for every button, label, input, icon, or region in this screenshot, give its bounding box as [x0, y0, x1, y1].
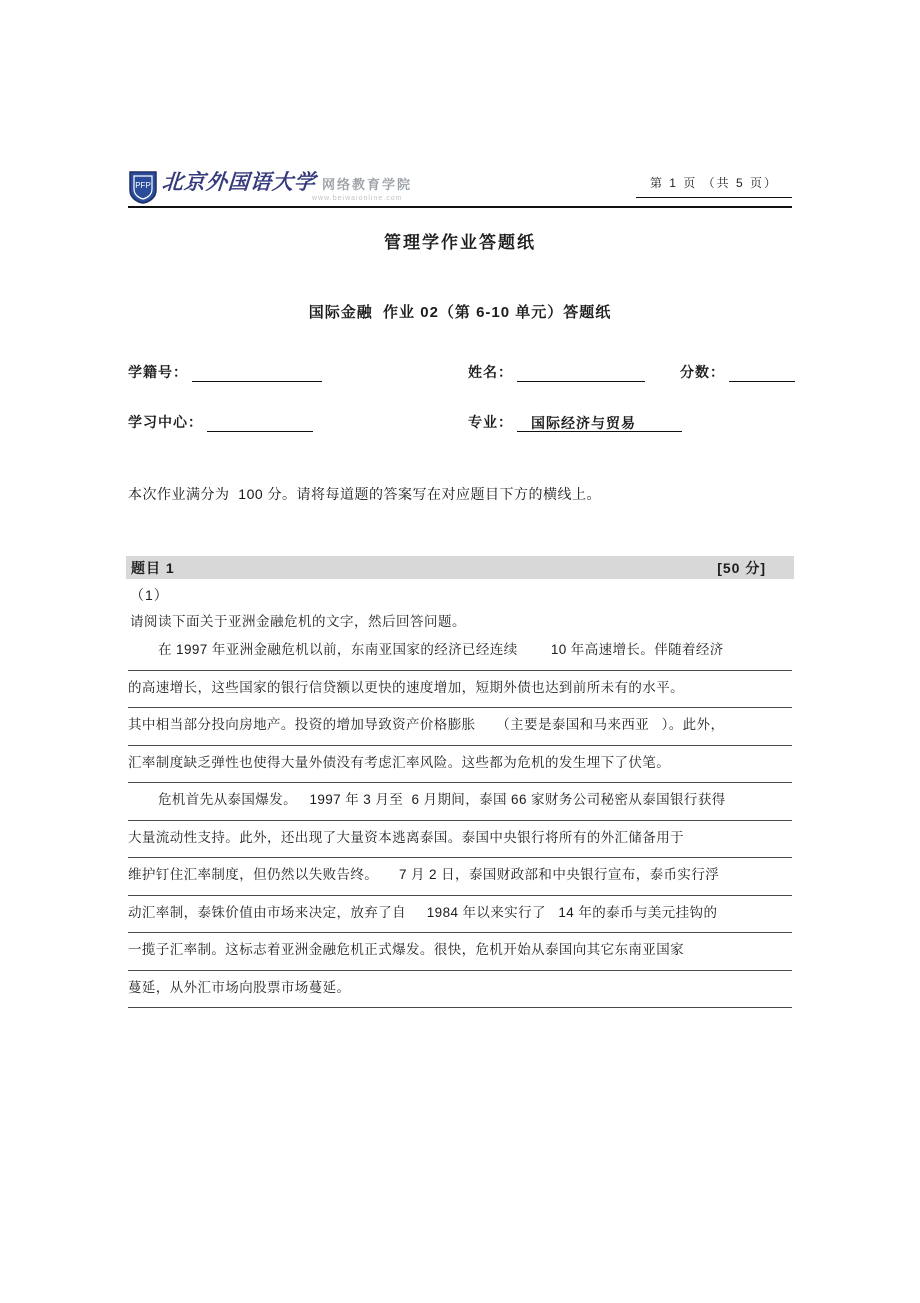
college-name: 网络教育学院 [322, 177, 413, 192]
passage-line: 大量流动性支持。此外，还出现了大量资本逃离泰国。泰国中央银行将所有的外汇储备用于 [128, 821, 792, 859]
passage-line: 在 1997 年亚洲金融危机以前，东南亚国家的经济已经连续 10 年高速增长。伴随着经济 [128, 633, 792, 671]
major-label: 专业： [468, 414, 513, 430]
passage-line: 危机首先从泰国爆发。 1997 年 3 月至 6 月期间，泰国 66 家财务公司秘密从泰国银行获得 [128, 783, 792, 821]
form-row-1 [128, 362, 792, 384]
passage-line: 动汇率制，泰铢价值由市场来决定，放弃了自 1984 年以来实行了 14 年的泰币与美元挂钩的 [128, 896, 792, 934]
passage-line: 蔓延，从外汇市场向股票市场蔓延。 [128, 971, 792, 1009]
question-header-bar [126, 556, 794, 579]
question-number: 题目 1 [131, 559, 175, 576]
form-row-2 [128, 412, 792, 434]
study-center-blank-line [207, 415, 313, 432]
university-name: 北京外国语大学 [161, 170, 317, 194]
passage-line: 汇率制度缺乏弹性也使得大量外债没有考虑汇率风险。这些都为危机的发生埋下了伏笔。 [128, 746, 792, 784]
score-blank-line [729, 365, 795, 382]
university-logo [128, 170, 412, 204]
score-label: 分数： [680, 364, 725, 380]
passage-line: 维护钉住汇率制度，但仍然以失败告终。 7 月 2 日，泰国财政部和中央银行宣布，泰币实行浮 [128, 858, 792, 896]
question-points: [50 分] [717, 559, 766, 576]
study-center-label: 学习中心： [128, 414, 203, 430]
passage-line: 的高速增长，这些国家的银行信贷额以更快的速度增加，短期外债也达到前所未有的水平。 [128, 671, 792, 709]
page-header [128, 170, 792, 208]
student-id-blank-line [192, 365, 322, 382]
logo-url-text: www.beiwaionline.com [312, 195, 403, 202]
university-emblem-icon [128, 170, 158, 204]
name-blank-line [517, 365, 645, 382]
student-id-label: 学籍号： [128, 364, 188, 380]
document-subtitle: 国际金融 作业 02（第 6-10 单元）答题纸 [308, 304, 612, 321]
passage-line: 其中相当部分投向房地产。投资的增加导致资产价格膨胀 （主要是泰国和马来西亚 ）。此外， [128, 708, 792, 746]
passage-line: 一揽子汇率制。这标志着亚洲金融危机正式爆发。很快，危机开始从泰国向其它东南亚国家 [128, 933, 792, 971]
document-title: 管理学作业答题纸 [384, 233, 536, 252]
instructions-text: 本次作业满分为 100 分。请将每道题的答案写在对应题目下方的横线上。 [128, 486, 602, 502]
question-prompt: 请阅读下面关于亚洲金融危机的文字，然后回答问题。 [130, 614, 466, 629]
document-page [128, 0, 792, 1303]
svg-text:PFP: PFP [135, 181, 151, 190]
major-value: 国际经济与贸易 [517, 413, 682, 432]
name-label: 姓名： [468, 364, 513, 380]
question-part-label: （1） [130, 587, 169, 603]
page-number: 第 1 页 （共 5 页） [636, 172, 792, 198]
passage [128, 633, 792, 1008]
